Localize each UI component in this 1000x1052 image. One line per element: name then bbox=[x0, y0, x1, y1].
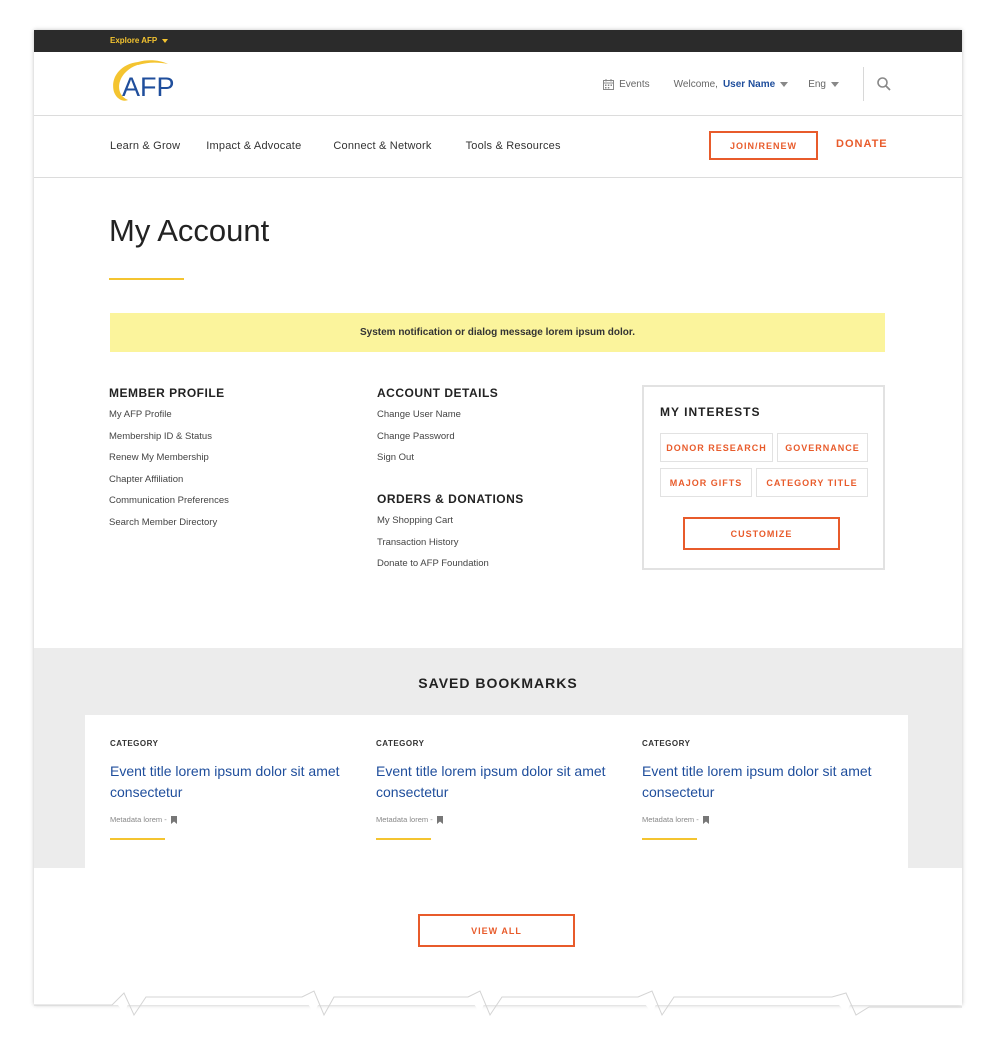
calendar-icon bbox=[603, 79, 614, 90]
member-profile-section bbox=[109, 386, 229, 538]
title-underline bbox=[109, 278, 184, 280]
explore-afp-menu[interactable] bbox=[110, 36, 168, 45]
bookmark-icon[interactable] bbox=[703, 816, 709, 824]
bookmark-meta bbox=[376, 815, 606, 824]
chevron-down-icon bbox=[831, 82, 839, 87]
events-link[interactable] bbox=[603, 79, 650, 90]
bookmark-icon[interactable] bbox=[437, 816, 443, 824]
bookmarks-card bbox=[85, 715, 908, 870]
renew-membership-link[interactable]: Renew My Membership bbox=[109, 452, 209, 463]
language-selector[interactable] bbox=[808, 79, 839, 90]
shopping-cart-link[interactable]: My Shopping Cart bbox=[377, 515, 454, 526]
saved-bookmarks-heading: SAVED BOOKMARKS bbox=[418, 675, 578, 691]
bookmark-meta bbox=[642, 815, 872, 824]
bookmark-meta-text: Metadata lorem - bbox=[110, 815, 167, 824]
join-renew-button[interactable]: JOIN/RENEW bbox=[709, 131, 818, 160]
donate-foundation-link[interactable]: Donate to AFP Foundation bbox=[377, 558, 489, 569]
header-utilities bbox=[603, 52, 892, 116]
interest-tag-governance[interactable]: GOVERNANCE bbox=[777, 433, 868, 462]
page-frame bbox=[34, 30, 962, 1005]
bookmark-meta-text: Metadata lorem - bbox=[376, 815, 433, 824]
change-user-name-link[interactable]: Change User Name bbox=[377, 409, 461, 420]
bookmark-item[interactable] bbox=[642, 739, 872, 840]
interest-tag-major-gifts[interactable]: MAJOR GIFTS bbox=[660, 468, 752, 497]
user-name: User Name bbox=[722, 78, 776, 90]
account-details-heading: ACCOUNT DETAILS bbox=[377, 386, 499, 400]
bookmark-meta-text: Metadata lorem - bbox=[642, 815, 699, 824]
bookmark-category: CATEGORY bbox=[110, 739, 159, 748]
nav-connect-network[interactable]: Connect & Network bbox=[333, 140, 432, 152]
my-afp-profile-link[interactable]: My AFP Profile bbox=[109, 409, 172, 420]
torn-edge-decoration bbox=[34, 985, 962, 1025]
my-interests-panel bbox=[642, 385, 885, 570]
view-all-button[interactable]: VIEW ALL bbox=[418, 914, 575, 947]
bookmark-item[interactable] bbox=[376, 739, 606, 840]
bookmark-underline bbox=[642, 838, 697, 840]
language-label: Eng bbox=[808, 78, 826, 90]
svg-text:AFP: AFP bbox=[122, 72, 175, 102]
search-member-directory-link[interactable]: Search Member Directory bbox=[109, 516, 218, 528]
bookmark-title[interactable]: Event title lorem ipsum dolor sit amet consectetur bbox=[376, 763, 606, 800]
chevron-down-icon bbox=[162, 39, 168, 43]
afp-logo[interactable] bbox=[108, 56, 178, 106]
bookmark-title[interactable]: Event title lorem ipsum dolor sit amet consectetur bbox=[110, 763, 340, 800]
bookmark-title[interactable]: Event title lorem ipsum dolor sit amet consectetur bbox=[642, 763, 872, 800]
main-nav bbox=[34, 116, 962, 178]
top-bar bbox=[34, 30, 962, 52]
bookmark-underline bbox=[110, 838, 165, 840]
interest-tag-category-title[interactable]: CATEGORY TITLE bbox=[756, 468, 868, 497]
bookmark-category: CATEGORY bbox=[376, 739, 425, 748]
welcome-label: Welcome, bbox=[673, 78, 718, 90]
communication-preferences-link[interactable]: Communication Preferences bbox=[109, 495, 229, 506]
bookmark-item[interactable] bbox=[110, 739, 340, 840]
bookmark-underline bbox=[376, 838, 431, 840]
customize-button[interactable]: CUSTOMIZE bbox=[683, 517, 840, 550]
chevron-down-icon bbox=[780, 82, 788, 87]
interest-tag-donor-research[interactable]: DONOR RESEARCH bbox=[660, 433, 773, 462]
page-title: My Account bbox=[109, 213, 270, 248]
change-password-link[interactable]: Change Password bbox=[377, 430, 455, 442]
member-profile-heading: MEMBER PROFILE bbox=[109, 386, 225, 400]
membership-id-status-link[interactable]: Membership ID & Status bbox=[109, 430, 212, 442]
nav-impact-advocate[interactable]: Impact & Advocate bbox=[206, 140, 302, 152]
bookmark-meta bbox=[110, 815, 340, 824]
account-details-section bbox=[377, 386, 498, 474]
site-header bbox=[34, 52, 962, 116]
my-interests-heading: MY INTERESTS bbox=[660, 405, 761, 419]
events-label: Events bbox=[619, 78, 650, 90]
orders-donations-section bbox=[377, 492, 524, 580]
header-divider bbox=[863, 67, 864, 101]
transaction-history-link[interactable]: Transaction History bbox=[377, 536, 459, 548]
bookmark-category: CATEGORY bbox=[642, 739, 691, 748]
user-menu[interactable] bbox=[674, 79, 789, 90]
donate-link[interactable]: DONATE bbox=[836, 138, 888, 150]
search-icon[interactable] bbox=[876, 76, 892, 92]
nav-learn-grow[interactable]: Learn & Grow bbox=[110, 140, 181, 152]
nav-tools-resources[interactable]: Tools & Resources bbox=[465, 140, 561, 152]
bookmark-icon[interactable] bbox=[171, 816, 177, 824]
explore-label: Explore AFP bbox=[110, 36, 158, 45]
system-notification: System notification or dialog message lorem ipsum dolor. bbox=[110, 313, 885, 352]
chapter-affiliation-link[interactable]: Chapter Affiliation bbox=[109, 473, 184, 485]
sign-out-link[interactable]: Sign Out bbox=[377, 452, 414, 463]
orders-donations-heading: ORDERS & DONATIONS bbox=[377, 492, 524, 506]
